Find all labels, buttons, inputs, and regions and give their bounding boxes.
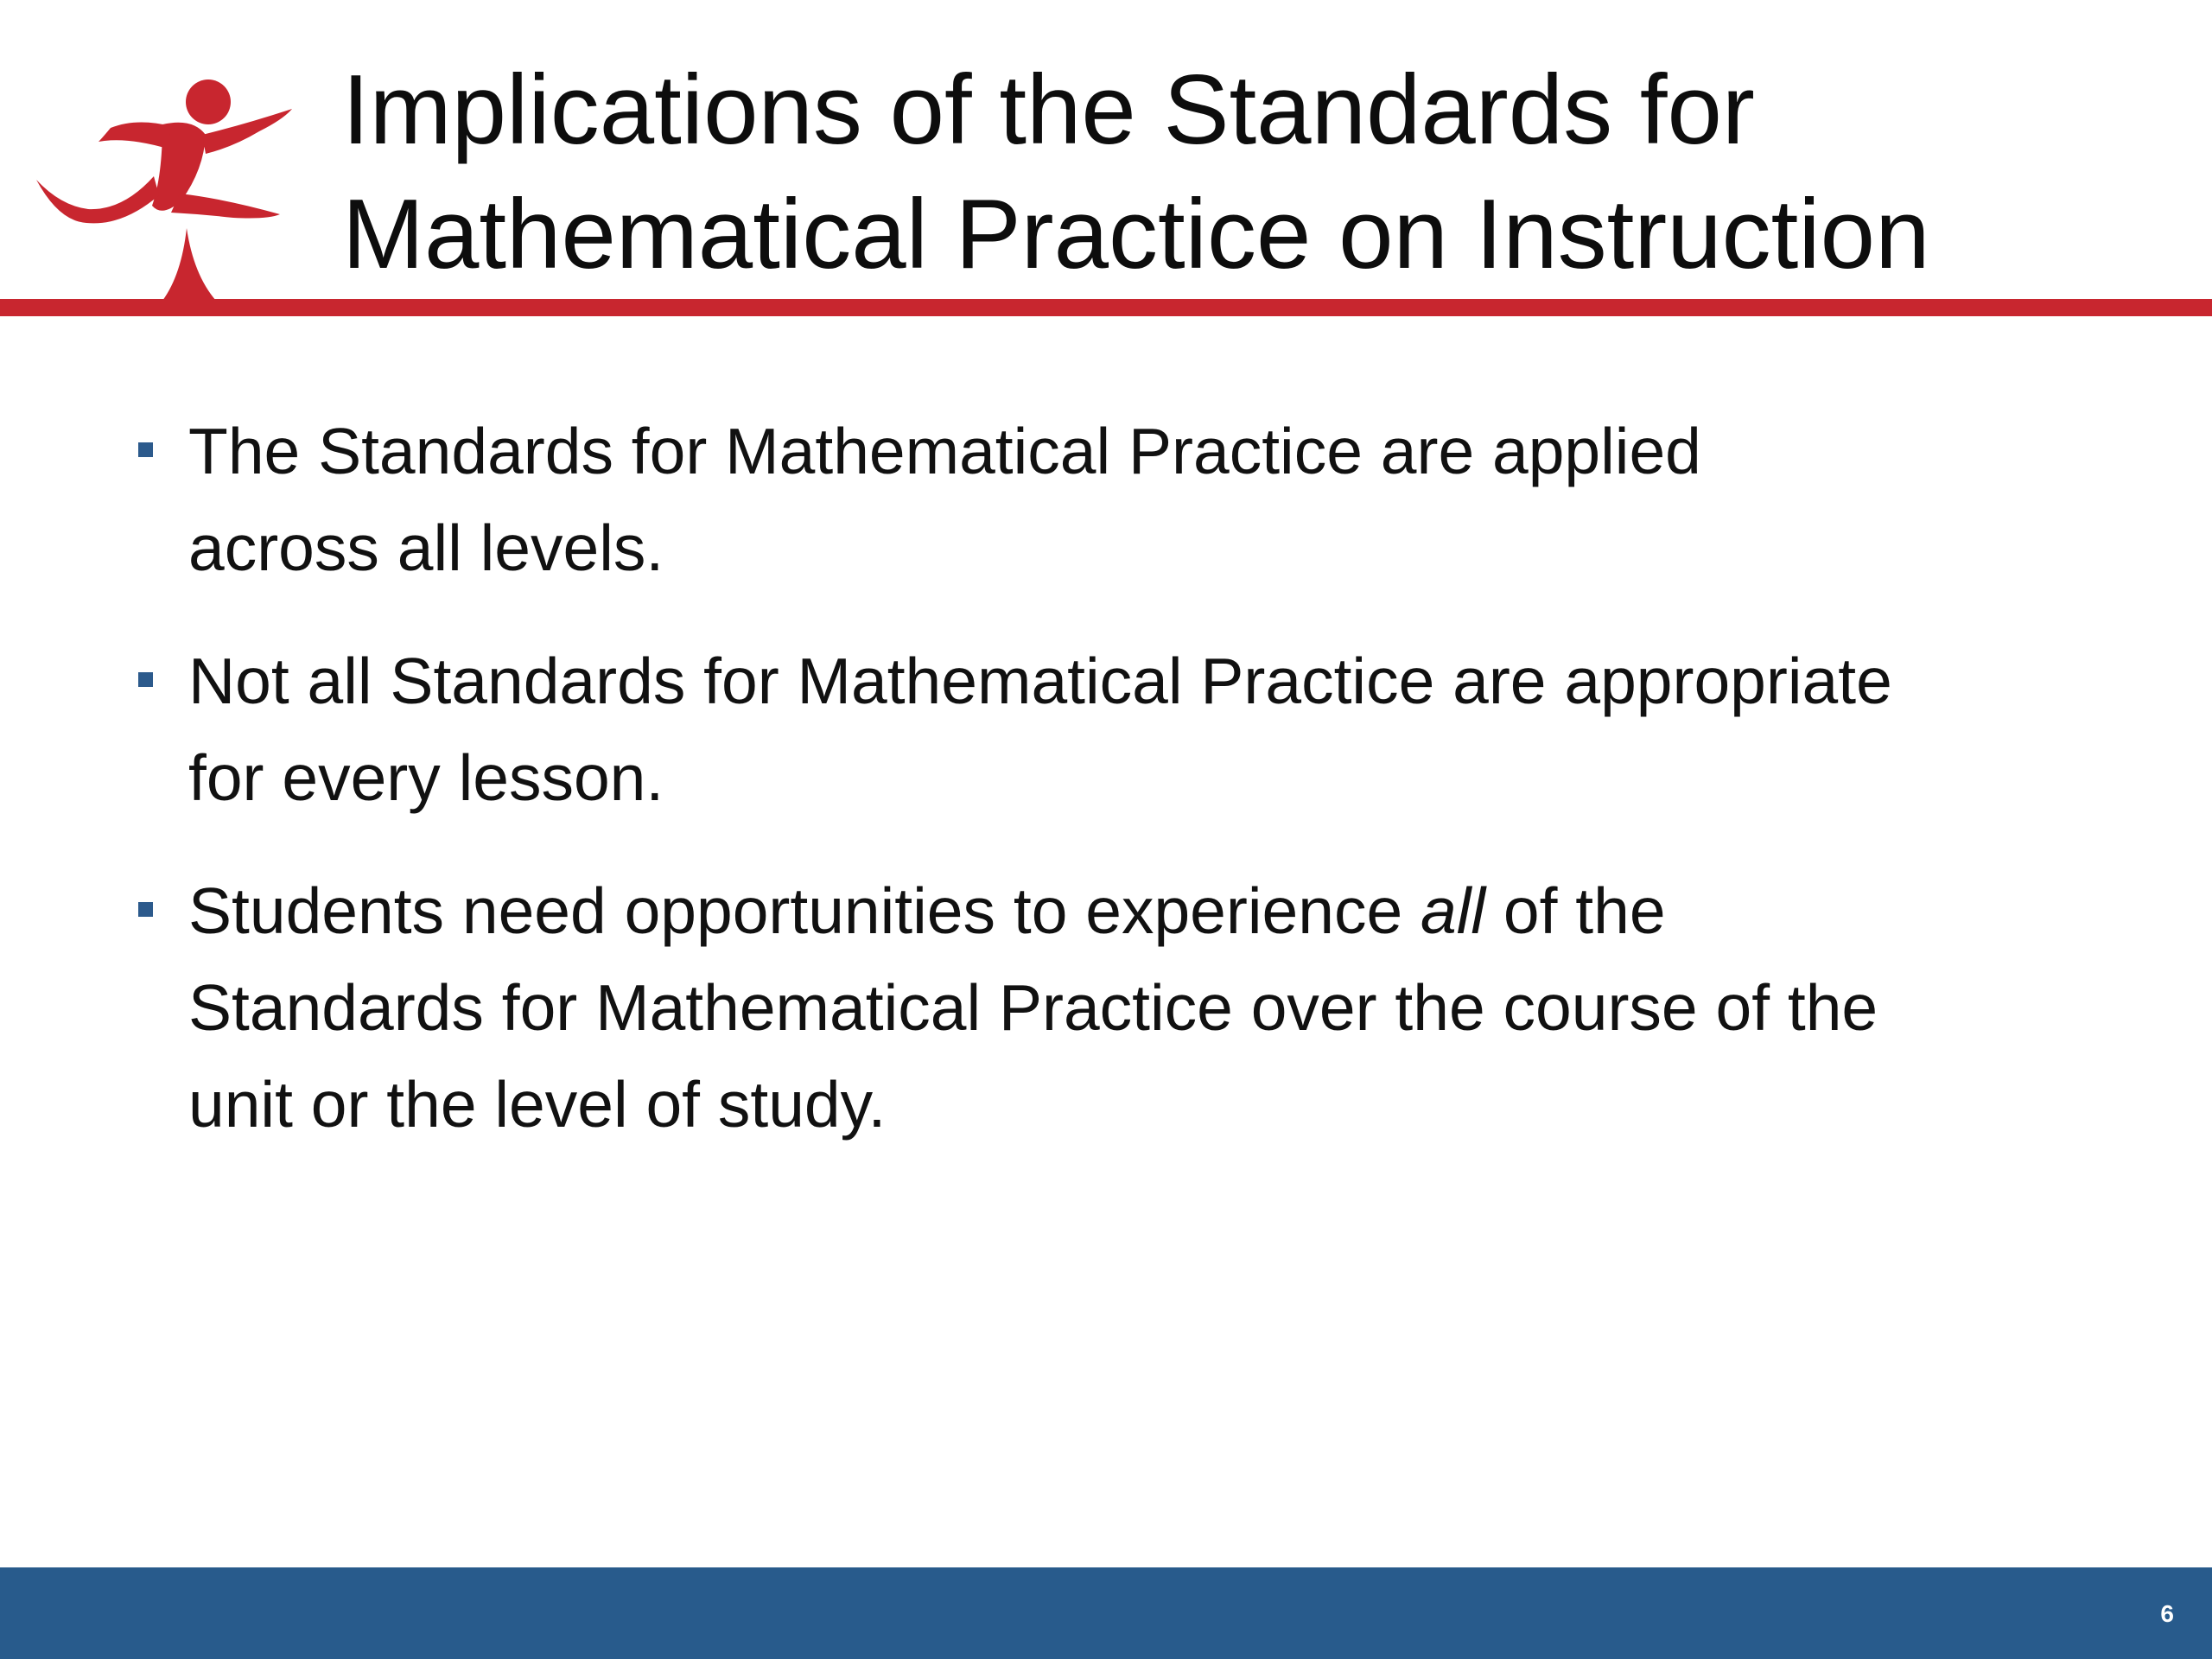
- bullet-text-1: [188, 403, 2074, 596]
- bullet-text-2: [188, 632, 2074, 826]
- slide-title-line-1: Implications of the Standards for: [342, 55, 1755, 165]
- slide-title-line-2: Mathematical Practice on Instruction: [342, 180, 1930, 289]
- bullet-3-line-1: [188, 862, 2074, 959]
- bullet-3-text-before-emphasis: Students need opportunities to experience: [188, 874, 1421, 947]
- footer-bar: [0, 1567, 2212, 1659]
- bullet-2-line-2: for every lesson.: [188, 741, 664, 814]
- bullet-item-1: [130, 403, 2074, 596]
- bullet-3-emphasis: all: [1421, 874, 1486, 947]
- bullet-1-line-1: The Standards for Mathematical Practice are applied: [188, 415, 1701, 487]
- page-number: 6: [2160, 1600, 2174, 1627]
- bullet-3-text-after-emphasis: of the: [1485, 874, 1666, 947]
- running-figure-icon: [33, 74, 301, 304]
- bullet-item-3: [130, 862, 2074, 1153]
- bullet-3-line-3: unit or the level of study.: [188, 1068, 887, 1141]
- bullet-list: [130, 403, 2074, 1189]
- square-bullet-icon: [138, 442, 153, 457]
- bullet-1-line-2: across all levels.: [188, 512, 664, 584]
- slide-title: [342, 48, 2157, 297]
- square-bullet-icon: [138, 902, 153, 917]
- square-bullet-icon: [138, 672, 153, 687]
- bullet-item-2: [130, 632, 2074, 826]
- bullet-2-line-1: Not all Standards for Mathematical Practice are appropriate: [188, 645, 1892, 717]
- bullet-3-line-2: Standards for Mathematical Practice over the course of the: [188, 971, 1878, 1044]
- bullet-text-3: [188, 862, 2074, 1153]
- title-divider: [0, 299, 2212, 316]
